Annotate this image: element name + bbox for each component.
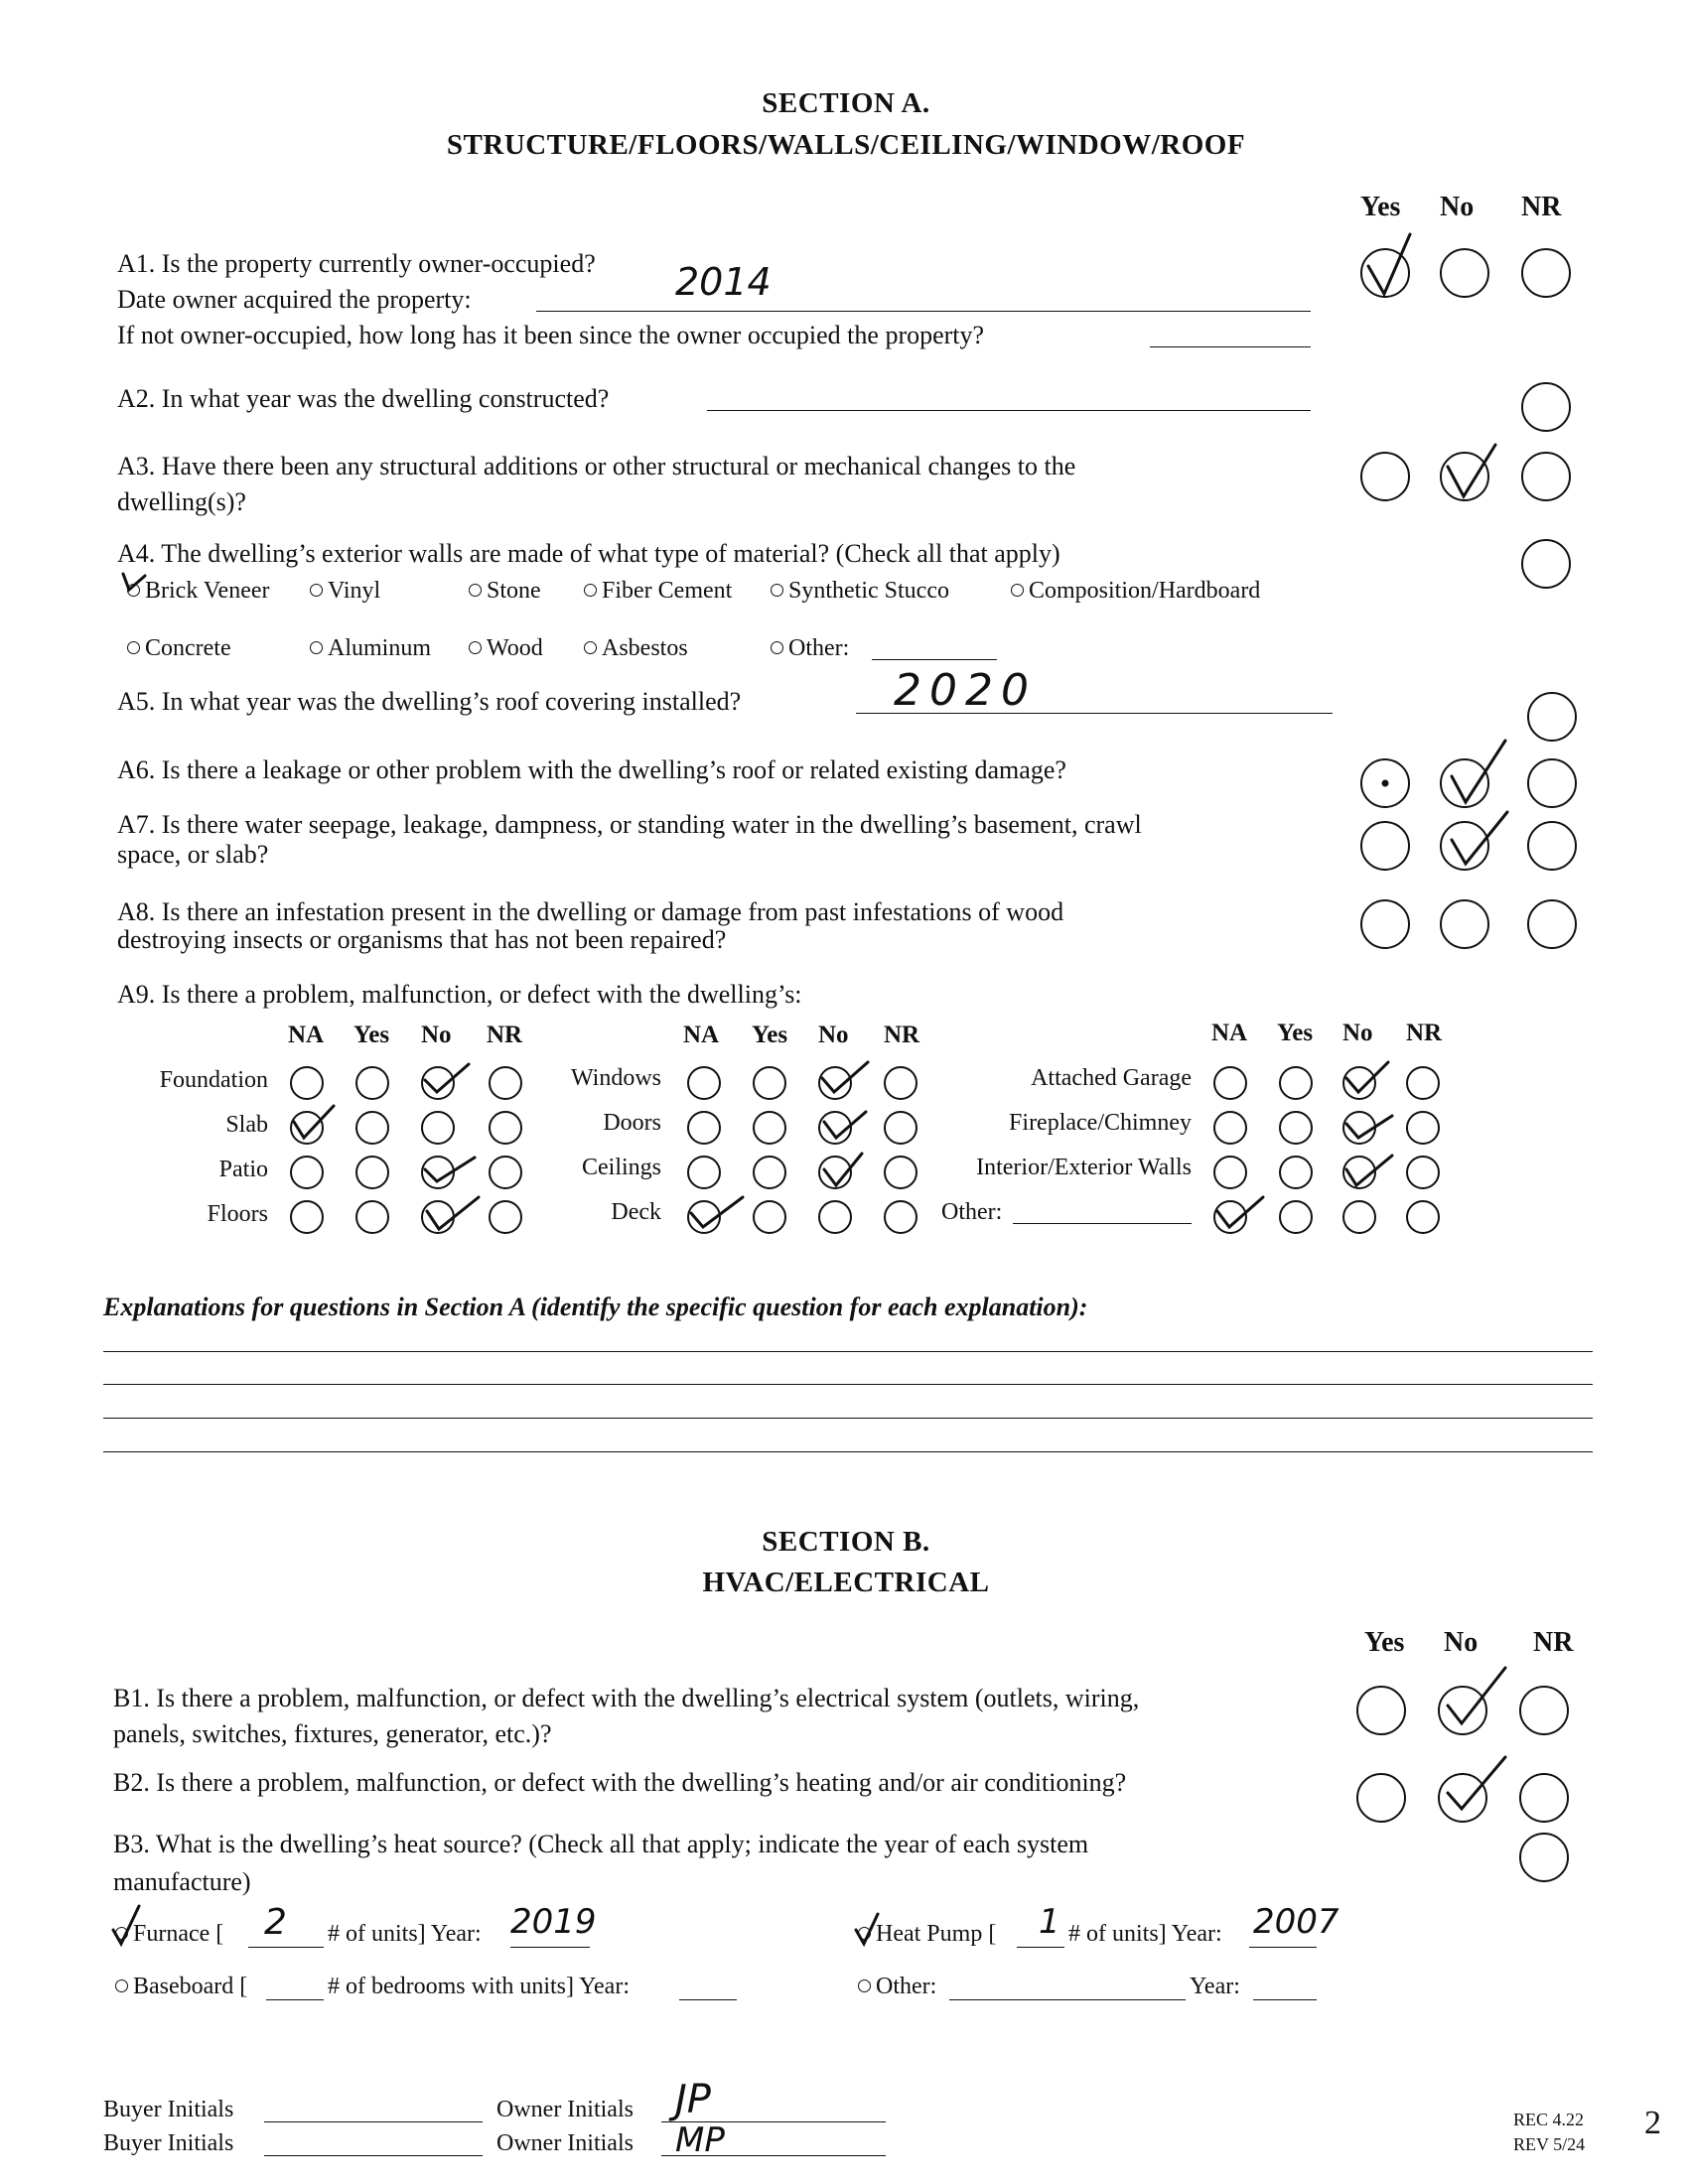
b3-question-line1: B3. What is the dwelling’s heat source? (Check all that apply; indicate the year of each system: [113, 1830, 1089, 1858]
section-b-subtitle: HVAC/ELECTRICAL: [702, 1567, 990, 1598]
a9-label-attached-garage: Attached Garage: [1031, 1065, 1192, 1091]
a4-opt-stone[interactable]: Stone: [469, 578, 541, 605]
mark-a6-yes-dot: [1383, 781, 1387, 785]
furnace-option[interactable]: Furnace [: [115, 1921, 223, 1948]
check-a9-ceilings-no: [824, 1154, 862, 1185]
heatpump-units-value: 1: [1039, 1902, 1060, 1942]
a4-opt-aluminum[interactable]: Aluminum: [310, 635, 431, 662]
a4-opt-asbestos[interactable]: Asbestos: [584, 635, 688, 662]
b3-question-line2: manufacture): [113, 1867, 251, 1896]
b-col-yes-header: Yes: [1364, 1627, 1405, 1658]
explanations-label: Explanations for questions in Section A (identify the specific question for each explanation):: [103, 1293, 1088, 1321]
a9-g1-nr-header: NR: [487, 1022, 523, 1048]
a4-opt-other[interactable]: Other:: [771, 635, 849, 662]
check-a3-no: [1448, 445, 1495, 496]
a9-g2-no-header: No: [818, 1022, 849, 1048]
a9-label-ceilings: Ceilings: [581, 1155, 661, 1180]
a9-g1-no-header: No: [421, 1022, 452, 1048]
a9-label-walls: Interior/Exterior Walls: [976, 1155, 1192, 1180]
b1-question-line2: panels, switches, fixtures, generator, etc.)?: [113, 1719, 552, 1748]
check-a9-garage-no: [1346, 1062, 1388, 1092]
owner-initials-label-2: Owner Initials: [496, 2130, 634, 2156]
a9-g2-nr-header: NR: [884, 1022, 920, 1048]
b-col-nr-header: NR: [1533, 1627, 1574, 1658]
form-code: REC 4.22: [1513, 2110, 1585, 2129]
a8-question-line2: destroying insects or organisms that has not been repaired?: [117, 925, 727, 954]
form-revision: REV 5/24: [1513, 2134, 1586, 2154]
check-a4-brick: [123, 574, 145, 590]
page-number: 2: [1644, 2105, 1661, 2141]
section-b-title: SECTION B.: [762, 1526, 930, 1558]
furnace-units-value: 2: [264, 1902, 287, 1943]
a4-opt-wood[interactable]: Wood: [469, 635, 543, 662]
check-a9-slab-na: [294, 1106, 334, 1138]
check-a9-patio-no: [425, 1158, 475, 1181]
a1-date-value: 2014: [675, 260, 772, 304]
a1-date-label: Date owner acquired the property:: [117, 285, 472, 314]
a7-question-line2: space, or slab?: [117, 840, 269, 869]
a9-label-floors: Floors: [207, 1201, 268, 1227]
section-a-subtitle: STRUCTURE/FLOORS/WALLS/CEILING/WINDOW/ROOF: [446, 129, 1246, 161]
a9-g2-yes-header: Yes: [752, 1022, 788, 1048]
a5-question: A5. In what year was the dwelling’s roof covering installed?: [117, 687, 742, 716]
heat-other-year-label: Year:: [1190, 1974, 1240, 1999]
section-a-title: SECTION A.: [762, 87, 930, 119]
baseboard-option[interactable]: Baseboard [: [115, 1974, 247, 2000]
a4-question: A4. The dwelling’s exterior walls are made of what type of material? (Check all that apply): [117, 539, 1060, 568]
check-a9-doors-no: [824, 1112, 866, 1138]
owner-initials-signature-1: JP: [675, 2077, 711, 2122]
a9-g1-yes-header: Yes: [353, 1022, 390, 1048]
check-b2-no: [1448, 1757, 1505, 1809]
a3-question-line2: dwelling(s)?: [117, 487, 246, 516]
a9-label-foundation: Foundation: [159, 1067, 268, 1093]
a5-year-value: 2020: [894, 665, 1037, 716]
a9-label-slab: Slab: [225, 1112, 268, 1138]
a9-g2-na-header: NA: [683, 1022, 720, 1048]
a4-opt-synthetic-stucco[interactable]: Synthetic Stucco: [771, 578, 949, 605]
check-a9-foundation-no: [425, 1064, 469, 1092]
a8-question-line1: A8. Is there an infestation present in the dwelling or damage from past infestations of wood: [117, 897, 1064, 926]
a9-g3-na-header: NA: [1211, 1020, 1248, 1046]
a3-question-line1: A3. Have there been any structural additions or other structural or mechanical changes to the: [117, 452, 1076, 480]
check-heatpump: [856, 1914, 878, 1944]
a4-opt-vinyl[interactable]: Vinyl: [310, 578, 380, 605]
check-a9-walls-no: [1346, 1156, 1392, 1185]
a6-question: A6. Is there a leakage or other problem with the dwelling’s roof or related existing damage?: [117, 755, 1066, 784]
check-b1-no: [1448, 1668, 1505, 1723]
b2-question: B2. Is there a problem, malfunction, or defect with the dwelling’s heating and/or air conditioning?: [113, 1768, 1127, 1797]
furnace-year-value: 2019: [510, 1902, 597, 1942]
a1-question: A1. Is the property currently owner-occupied?: [117, 249, 596, 278]
a9-question: A9. Is there a problem, malfunction, or defect with the dwelling’s:: [117, 980, 802, 1009]
a4-opt-fiber-cement[interactable]: Fiber Cement: [584, 578, 732, 605]
a9-g3-yes-header: Yes: [1277, 1020, 1314, 1046]
heatpump-option[interactable]: Heat Pump [: [858, 1921, 996, 1948]
furnace-units-label: # of units] Year:: [328, 1921, 482, 1947]
b-col-no-header: No: [1444, 1627, 1479, 1658]
a9-label-patio: Patio: [218, 1157, 268, 1182]
heatpump-units-label: # of units] Year:: [1068, 1921, 1222, 1947]
a9-g3-nr-header: NR: [1406, 1020, 1443, 1046]
col-nr-header: NR: [1521, 192, 1562, 222]
a4-opt-concrete[interactable]: Concrete: [127, 635, 231, 662]
check-a9-deck-na: [691, 1197, 743, 1227]
check-a9-windows-no: [822, 1062, 868, 1092]
a1-not-occupied-question: If not owner-occupied, how long has it been since the owner occupied the property?: [117, 321, 985, 349]
a7-question-line1: A7. Is there water seepage, leakage, dampness, or standing water in the dwelling’s basement, crawl: [117, 810, 1142, 839]
a9-label-deck: Deck: [611, 1199, 661, 1225]
a4-opt-composition[interactable]: Composition/Hardboard: [1011, 578, 1260, 605]
col-yes-header: Yes: [1360, 192, 1401, 222]
check-a9-floors-no: [427, 1197, 479, 1229]
a9-g3-no-header: No: [1342, 1020, 1373, 1046]
a9-label-windows: Windows: [570, 1065, 661, 1091]
a2-question: A2. In what year was the dwelling constructed?: [117, 384, 610, 413]
a9-label-other: Other:: [941, 1199, 1003, 1225]
a4-opt-brick-veneer[interactable]: Brick Veneer: [127, 578, 270, 605]
a9-label-doors: Doors: [603, 1110, 661, 1136]
check-furnace: [113, 1906, 139, 1944]
buyer-initials-label-2: Buyer Initials: [103, 2130, 234, 2156]
heat-other-option[interactable]: Other:: [858, 1974, 936, 2000]
check-a9-other-na: [1217, 1197, 1263, 1227]
a9-g1-na-header: NA: [288, 1022, 325, 1048]
check-a6-no: [1452, 741, 1505, 802]
b1-question-line1: B1. Is there a problem, malfunction, or defect with the dwelling’s electrical system (outlets, wiring,: [113, 1684, 1140, 1712]
check-a7-no: [1452, 812, 1507, 864]
buyer-initials-label-1: Buyer Initials: [103, 2097, 234, 2122]
owner-initials-signature-2: MP: [675, 2120, 725, 2160]
a9-label-fireplace: Fireplace/Chimney: [1009, 1110, 1192, 1136]
heatpump-year-value: 2007: [1253, 1902, 1340, 1942]
col-no-header: No: [1440, 192, 1475, 222]
check-a1-yes: [1368, 234, 1410, 294]
baseboard-units-label: # of bedrooms with units] Year:: [328, 1974, 630, 1999]
check-a9-fireplace-no: [1346, 1116, 1392, 1138]
owner-initials-label-1: Owner Initials: [496, 2097, 634, 2122]
